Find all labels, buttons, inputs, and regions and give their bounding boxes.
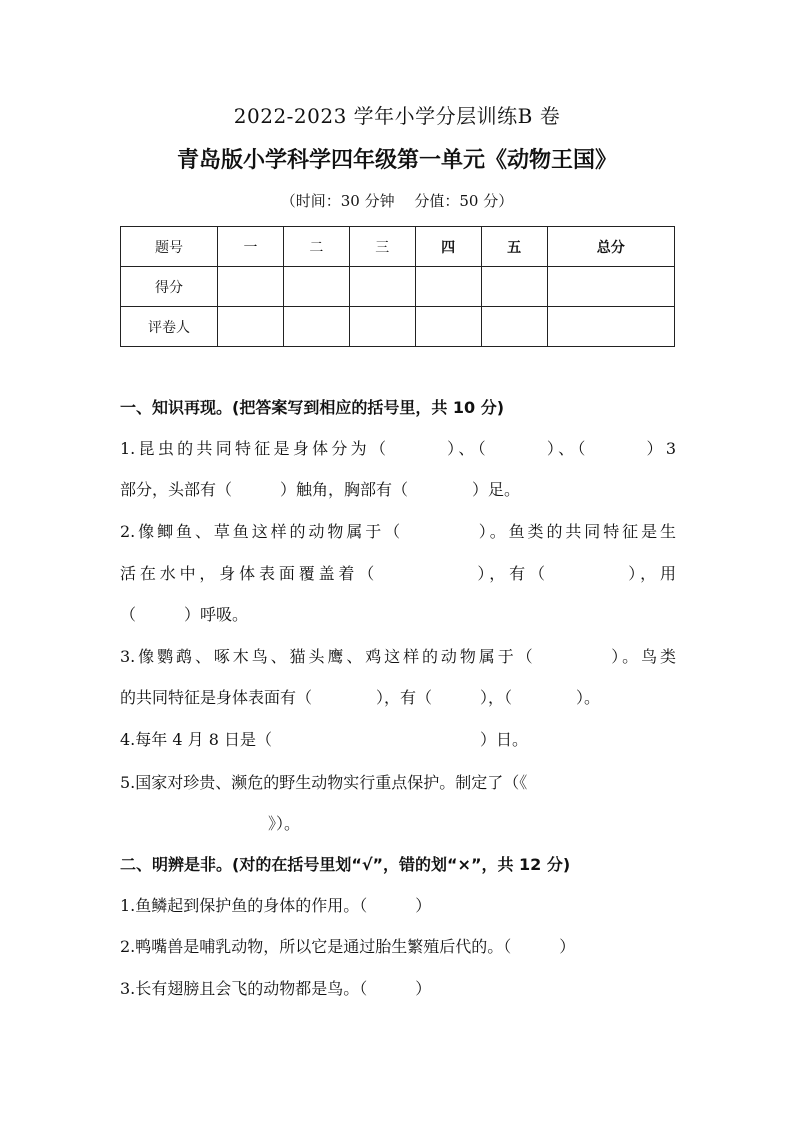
- score-row-label: 评卷人: [121, 307, 218, 347]
- question-1-1-line2: 部分，头部有（ ）触角，胸部有（ ）足。: [120, 480, 521, 499]
- question-1-2-line1: 2.像鲫鱼、草鱼这样的动物属于（ ）。鱼类的共同特征是生: [120, 522, 676, 541]
- score-header-cell: 四: [415, 227, 481, 267]
- question-1-4: 4.每年 4 月 8 日是（ ）日。: [120, 730, 528, 749]
- score-table-row: [121, 307, 675, 347]
- section2-heading: 二、明辨是非。(对的在括号里划“√”，错的划“×”，共 12 分): [120, 855, 571, 874]
- question-2-2: 2.鸭嘴兽是哺乳动物，所以它是通过胎生繁殖后代的。（ ）: [120, 937, 576, 956]
- grader-cell[interactable]: [218, 307, 284, 347]
- question-1-3-line2: 的共同特征是身体表面有（ ），有（ ），（ ）。: [120, 688, 601, 707]
- exam-meta: （时间：30 分钟 分值：50 分）: [280, 192, 514, 210]
- score-cell[interactable]: [415, 267, 481, 307]
- question-1-5-line2: 》）。: [268, 814, 301, 833]
- question-1-1-line1: 1.昆虫的共同特征是身体分为（ ）、（ ）、（ ）3: [120, 439, 676, 458]
- grader-cell[interactable]: [547, 307, 674, 347]
- question-1-2-line3: （ ）呼吸。: [120, 605, 249, 624]
- score-header-cell: 题号: [121, 227, 218, 267]
- score-cell[interactable]: [218, 267, 284, 307]
- question-2-1: 1.鱼鳞起到保护鱼的身体的作用。（ ）: [120, 896, 432, 915]
- question-2-3: 3.长有翅膀且会飞的动物都是鸟。（ ）: [120, 979, 432, 998]
- score-header-cell: 三: [349, 227, 415, 267]
- score-header-cell: 总分: [547, 227, 674, 267]
- exam-subject-title: 青岛版小学科学四年级第一单元《动物王国》: [176, 148, 617, 173]
- score-cell[interactable]: [283, 267, 349, 307]
- score-header-cell: 五: [481, 227, 547, 267]
- score-row-label: 得分: [121, 267, 218, 307]
- grader-cell[interactable]: [283, 307, 349, 347]
- question-1-3-line1: 3.像鹦鹉、啄木鸟、猫头鹰、鸡这样的动物属于（ ）。鸟类: [120, 647, 676, 666]
- score-cell[interactable]: [481, 267, 547, 307]
- score-table-row: [121, 267, 675, 307]
- exam-title: 2022-2023 学年小学分层训练B 卷: [233, 104, 561, 128]
- score-cell[interactable]: [547, 267, 674, 307]
- question-1-5-line1: 5.国家对珍贵、濒危的野生动物实行重点保护。制定了（《: [120, 773, 528, 792]
- section1-heading: 一、知识再现。(把答案写到相应的括号里，共 10 分): [120, 398, 505, 417]
- score-header-cell: 一: [218, 227, 284, 267]
- question-1-2-line2: 活在水中，身体表面覆盖着（ ），有（ ），用: [120, 564, 676, 583]
- grader-cell[interactable]: [415, 307, 481, 347]
- grader-cell[interactable]: [481, 307, 547, 347]
- score-header-cell: 二: [283, 227, 349, 267]
- score-cell[interactable]: [349, 267, 415, 307]
- score-table-header-row: [121, 227, 675, 267]
- grader-cell[interactable]: [349, 307, 415, 347]
- score-table: [120, 226, 675, 347]
